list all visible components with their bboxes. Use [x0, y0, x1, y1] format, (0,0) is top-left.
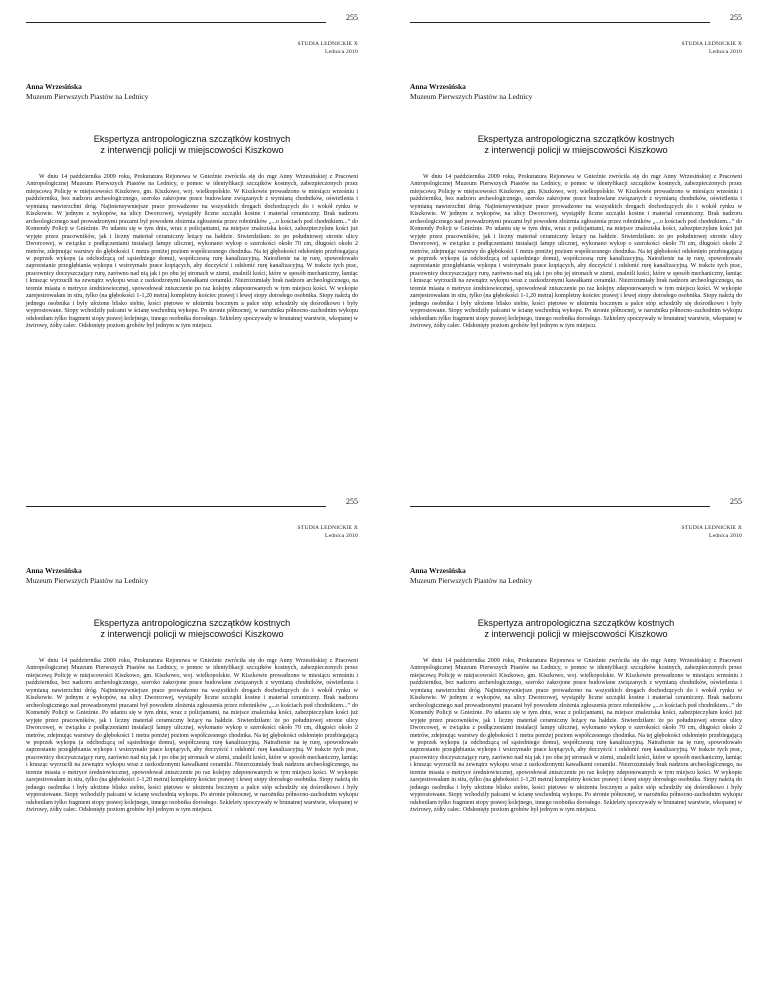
journal-place-year: Lednica 2010: [709, 533, 742, 539]
article-body: W dniu 14 października 2009 roku, Prokuratura Rejonowa w Gnieźnie zwróciła się do mgr Anny Wrzesińskiej z Pracowni Antropologicznej Muzeum Pierwszych Piastów na Lednicy, o pomoc w identyfikacji szczątków kostnych, zabezpieczonych przez miejscową Policję w miejscowości Kiszkowo, gm. Kiszkowo, woj. wielkopolskie. W Kiszkowie prowadzono w miesiącu wrześniu i październiku, bez nadzoru archeologicznego, szeroko zakrojone prace budowlane związanych z wymianą chodników, oświetlenia i wymianą nawierzchni dróg. Najintensywniejsze prace prowadzono na wszystkich drogach dochodzących do i wokół rynku w Kiszkowie. W jednym z wykopów, na ulicy Dworcowej, wystąpiły liczne szczątki kostne i materiał ceramiczny. Brak nadzoru archeologicznego nad prowadzonymi pracami był powodem złożenia zgłoszenia przez robotników „...o kościach pod chodnikiem...” do Komendy Policji w Gnieźnie. Po udaniu się w tym dniu, wraz z policjantami, na miejsce znaleziska kości, zabezpieczyłam kości już wyjęte przez pracowników, jak i liczny materiał ceramiczny leżący na hałdzie. Stwierdziłam: że po południowej stronie ulicy Dworcowej, w związku z podłączeniami instalacji lampy ulicznej, wykonano wykop o szerokości około 70 cm, długości około 2 metrów, zdejmując warstwy do głębokości 1 metra poniżej poziom współczesnego chodnika. Na tej głębokości odsłonięto przebiegającą w poprzek wykopu (a odchodzącą od sąsiedniego domu), współczesną rurę kanalizacyjną. Natrafienie na tę rurę, spowodowało zaprzestanie przegłębiania wykopu i wstrzymało prace kopiących, aby doczyścić i odsłonić rurę kanalizacyjną. W trakcie tych prac, pracownicy doczyszczający rurę, zarówno nad nią jak i po obu jej stronach w ziemi, znaleźli kości, które w sposób mechaniczny, łamiąc i krusząc wyrzucili na zewnątrz wykopu wraz z uszkodzonymi kawałkami ceramiki. Niezrozumiały brak nadzoru archeologicznego, na terenie miasta o metryce średniowiecznej, spowodował zniszczenie po raz kolejny zdeponowanych w tym miejscu kości. W wykopie zarejestrowałam in situ, tylko (na głębokości 1-1,20 metra) kompletny kościec prawej i lewej stopy dorosłego osobnika. Stopy należą do jednego osobnika i były ułożone blisko siebie, kości piętowe w ułożeniu bocznym a palce stóp schodziły się dośrodkowo i były wyprostowane. Stopy wchodziły palcami w ścianę wschodnią wykopu. Po stronie północnej, w narożniku północno-zachodnim wykopu odsłoniłam tylko fragment stopy prawej kolejnego, innego osobnika dorosłego. Szkielety spoczywały w brunatnej warstwie, wkopanej w żwirowy, żółty calec. Odsłonięty poziom grobów był jednym w tym miejscu.: [26, 658, 358, 814]
article-body: W dniu 14 października 2009 roku, Prokuratura Rejonowa w Gnieźnie zwróciła się do mgr Anny Wrzesińskiej z Pracowni Antropologicznej Muzeum Pierwszych Piastów na Lednicy, o pomoc w identyfikacji szczątków kostnych, zabezpieczonych przez miejscową Policję w miejscowości Kiszkowo, gm. Kiszkowo, woj. wielkopolskie. W Kiszkowie prowadzono w miesiącu wrześniu i październiku, bez nadzoru archeologicznego, szeroko zakrojone prace budowlane związanych z wymianą chodników, oświetlenia i wymianą nawierzchni dróg. Najintensywniejsze prace prowadzono na wszystkich drogach dochodzących do i wokół rynku w Kiszkowie. W jednym z wykopów, na ulicy Dworcowej, wystąpiły liczne szczątki kostne i materiał ceramiczny. Brak nadzoru archeologicznego nad prowadzonymi pracami był powodem złożenia zgłoszenia przez robotników „...o kościach pod chodnikiem...” do Komendy Policji w Gnieźnie. Po udaniu się w tym dniu, wraz z policjantami, na miejsce znaleziska kości, zabezpieczyłam kości już wyjęte przez pracowników, jak i liczny materiał ceramiczny leżący na hałdzie. Stwierdziłam: że po południowej stronie ulicy Dworcowej, w związku z podłączeniami instalacji lampy ulicznej, wykonano wykop o szerokości około 70 cm, długości około 2 metrów, zdejmując warstwy do głębokości 1 metra poniżej poziom współczesnego chodnika. Na tej głębokości odsłonięto przebiegającą w poprzek wykopu (a odchodzącą od sąsiedniego domu), współczesną rurę kanalizacyjną. Natrafienie na tę rurę, spowodowało zaprzestanie przegłębiania wykopu i wstrzymało prace kopiących, aby doczyścić i odsłonić rurę kanalizacyjną. W trakcie tych prac, pracownicy doczyszczający rurę, zarówno nad nią jak i po obu jej stronach w ziemi, znaleźli kości, które w sposób mechaniczny, łamiąc i krusząc wyrzucili na zewnątrz wykopu wraz z uszkodzonymi kawałkami ceramiki. Niezrozumiały brak nadzoru archeologicznego, na terenie miasta o metryce średniowiecznej, spowodował zniszczenie po raz kolejny zdeponowanych w tym miejscu kości. W wykopie zarejestrowałam in situ, tylko (na głębokości 1-1,20 metra) kompletny kościec prawej i lewej stopy dorosłego osobnika. Stopy należą do jednego osobnika i były ułożone blisko siebie, kości piętowe w ułożeniu bocznym a palce stóp schodziły się dośrodkowo i były wyprostowane. Stopy wchodziły palcami w ścianę wschodnią wykopu. Po stronie północnej, w narożniku północno-zachodnim wykopu odsłoniłam tylko fragment stopy prawej kolejnego, innego osobnika dorosłego. Szkielety spoczywały w brunatnej warstwie, wkopanej w żwirowy, żółty calec. Odsłonięty poziom grobów był jednym w tym miejscu.: [410, 174, 742, 330]
article-body: W dniu 14 października 2009 roku, Prokuratura Rejonowa w Gnieźnie zwróciła się do mgr Anny Wrzesińskiej z Pracowni Antropologicznej Muzeum Pierwszych Piastów na Lednicy, o pomoc w identyfikacji szczątków kostnych, zabezpieczonych przez miejscową Policję w miejscowości Kiszkowo, gm. Kiszkowo, woj. wielkopolskie. W Kiszkowie prowadzono w miesiącu wrześniu i październiku, bez nadzoru archeologicznego, szeroko zakrojone prace budowlane związanych z wymianą chodników, oświetlenia i wymianą nawierzchni dróg. Najintensywniejsze prace prowadzono na wszystkich drogach dochodzących do i wokół rynku w Kiszkowie. W jednym z wykopów, na ulicy Dworcowej, wystąpiły liczne szczątki kostne i materiał ceramiczny. Brak nadzoru archeologicznego nad prowadzonymi pracami był powodem złożenia zgłoszenia przez robotników „...o kościach pod chodnikiem...” do Komendy Policji w Gnieźnie. Po udaniu się w tym dniu, wraz z policjantami, na miejsce znaleziska kości, zabezpieczyłam kości już wyjęte przez pracowników, jak i liczny materiał ceramiczny leżący na hałdzie. Stwierdziłam: że po południowej stronie ulicy Dworcowej, w związku z podłączeniami instalacji lampy ulicznej, wykonano wykop o szerokości około 70 cm, długości około 2 metrów, zdejmując warstwy do głębokości 1 metra poniżej poziom współczesnego chodnika. Na tej głębokości odsłonięto przebiegającą w poprzek wykopu (a odchodzącą od sąsiedniego domu), współczesną rurę kanalizacyjną. Natrafienie na tę rurę, spowodowało zaprzestanie przegłębiania wykopu i wstrzymało prace kopiących, aby doczyścić i odsłonić rurę kanalizacyjną. W trakcie tych prac, pracownicy doczyszczający rurę, zarówno nad nią jak i po obu jej stronach w ziemi, znaleźli kości, które w sposób mechaniczny, łamiąc i krusząc wyrzucili na zewnątrz wykopu wraz z uszkodzonymi kawałkami ceramiki. Niezrozumiały brak nadzoru archeologicznego, na terenie miasta o metryce średniowiecznej, spowodował zniszczenie po raz kolejny zdeponowanych w tym miejscu kości. W wykopie zarejestrowałam in situ, tylko (na głębokości 1-1,20 metra) kompletny kościec prawej i lewej stopy dorosłego osobnika. Stopy należą do jednego osobnika i były ułożone blisko siebie, kości piętowe w ułożeniu bocznym a palce stóp schodziły się dośrodkowo i były wyprostowane. Stopy wchodziły palcami w ścianę wschodnią wykopu. Po stronie północnej, w narożniku północno-zachodnim wykopu odsłoniłam tylko fragment stopy prawej kolejnego, innego osobnika dorosłego. Szkielety spoczywały w brunatnej warstwie, wkopanej w żwirowy, żółty calec. Odsłonięty poziom grobów był jednym w tym miejscu.: [410, 658, 742, 814]
page-number: 255: [730, 497, 742, 506]
journal-place-year: Lednica 2010: [325, 533, 358, 539]
journal-name: STUDIA LEDNICKIE X: [681, 525, 742, 531]
author-block: [26, 566, 148, 585]
author-affiliation: Muzeum Pierwszych Piastów na Lednicy: [26, 575, 149, 585]
title-line-1: Ekspertyza antropologiczna szczątków kostnych: [477, 134, 675, 144]
article-title: [410, 134, 742, 156]
header-rule: [26, 22, 326, 23]
title-line-2: z interwencji policji w miejscowości Kiszkowo: [100, 145, 284, 156]
author-affiliation: Muzeum Pierwszych Piastów na Lednicy: [26, 91, 149, 101]
journal-place-year: Lednica 2010: [709, 49, 742, 55]
author-name: Anna Wrzesińska: [26, 566, 82, 575]
author-name: Anna Wrzesińska: [26, 82, 82, 91]
author-name: Anna Wrzesińska: [410, 82, 466, 91]
author-affiliation: Muzeum Pierwszych Piastów na Lednicy: [410, 575, 533, 585]
journal-header: [682, 524, 742, 540]
journal-header: [298, 524, 358, 540]
journal-header: [682, 40, 742, 56]
author-block: [26, 82, 148, 101]
author-name: Anna Wrzesińska: [410, 566, 466, 575]
journal-name: STUDIA LEDNICKIE X: [297, 525, 358, 531]
author-block: [410, 82, 532, 101]
title-line-1: Ekspertyza antropologiczna szczątków kostnych: [93, 134, 291, 144]
title-line-2: z interwencji policji w miejscowości Kiszkowo: [484, 145, 668, 156]
journal-place-year: Lednica 2010: [325, 49, 358, 55]
title-line-1: Ekspertyza antropologiczna szczątków kostnych: [93, 618, 291, 628]
document-page: [410, 497, 742, 976]
page-number: 255: [346, 497, 358, 506]
title-line-2: z interwencji policji w miejscowości Kiszkowo: [100, 629, 284, 640]
author-affiliation: Muzeum Pierwszych Piastów na Lednicy: [410, 91, 533, 101]
header-rule: [26, 506, 326, 507]
title-line-2: z interwencji policji w miejscowości Kiszkowo: [484, 629, 668, 640]
header-rule: [410, 22, 710, 23]
journal-name: STUDIA LEDNICKIE X: [297, 41, 358, 47]
document-page: [26, 497, 358, 976]
page-number: 255: [730, 13, 742, 22]
title-line-1: Ekspertyza antropologiczna szczątków kostnych: [477, 618, 675, 628]
header-rule: [410, 506, 710, 507]
article-title: [26, 134, 358, 156]
article-title: [26, 618, 358, 640]
document-page: [26, 13, 358, 492]
journal-header: [298, 40, 358, 56]
journal-name: STUDIA LEDNICKIE X: [681, 41, 742, 47]
author-block: [410, 566, 532, 585]
article-title: [410, 618, 742, 640]
document-page: [410, 13, 742, 492]
article-body: W dniu 14 października 2009 roku, Prokuratura Rejonowa w Gnieźnie zwróciła się do mgr Anny Wrzesińskiej z Pracowni Antropologicznej Muzeum Pierwszych Piastów na Lednicy, o pomoc w identyfikacji szczątków kostnych, zabezpieczonych przez miejscową Policję w miejscowości Kiszkowo, gm. Kiszkowo, woj. wielkopolskie. W Kiszkowie prowadzono w miesiącu wrześniu i październiku, bez nadzoru archeologicznego, szeroko zakrojone prace budowlane związanych z wymianą chodników, oświetlenia i wymianą nawierzchni dróg. Najintensywniejsze prace prowadzono na wszystkich drogach dochodzących do i wokół rynku w Kiszkowie. W jednym z wykopów, na ulicy Dworcowej, wystąpiły liczne szczątki kostne i materiał ceramiczny. Brak nadzoru archeologicznego nad prowadzonymi pracami był powodem złożenia zgłoszenia przez robotników „...o kościach pod chodnikiem...” do Komendy Policji w Gnieźnie. Po udaniu się w tym dniu, wraz z policjantami, na miejsce znaleziska kości, zabezpieczyłam kości już wyjęte przez pracowników, jak i liczny materiał ceramiczny leżący na hałdzie. Stwierdziłam: że po południowej stronie ulicy Dworcowej, w związku z podłączeniami instalacji lampy ulicznej, wykonano wykop o szerokości około 70 cm, długości około 2 metrów, zdejmując warstwy do głębokości 1 metra poniżej poziom współczesnego chodnika. Na tej głębokości odsłonięto przebiegającą w poprzek wykopu (a odchodzącą od sąsiedniego domu), współczesną rurę kanalizacyjną. Natrafienie na tę rurę, spowodowało zaprzestanie przegłębiania wykopu i wstrzymało prace kopiących, aby doczyścić i odsłonić rurę kanalizacyjną. W trakcie tych prac, pracownicy doczyszczający rurę, zarówno nad nią jak i po obu jej stronach w ziemi, znaleźli kości, które w sposób mechaniczny, łamiąc i krusząc wyrzucili na zewnątrz wykopu wraz z uszkodzonymi kawałkami ceramiki. Niezrozumiały brak nadzoru archeologicznego, na terenie miasta o metryce średniowiecznej, spowodował zniszczenie po raz kolejny zdeponowanych w tym miejscu kości. W wykopie zarejestrowałam in situ, tylko (na głębokości 1-1,20 metra) kompletny kościec prawej i lewej stopy dorosłego osobnika. Stopy należą do jednego osobnika i były ułożone blisko siebie, kości piętowe w ułożeniu bocznym a palce stóp schodziły się dośrodkowo i były wyprostowane. Stopy wchodziły palcami w ścianę wschodnią wykopu. Po stronie północnej, w narożniku północno-zachodnim wykopu odsłoniłam tylko fragment stopy prawej kolejnego, innego osobnika dorosłego. Szkielety spoczywały w brunatnej warstwie, wkopanej w żwirowy, żółty calec. Odsłonięty poziom grobów był jednym w tym miejscu.: [26, 174, 358, 330]
page-number: 255: [346, 13, 358, 22]
